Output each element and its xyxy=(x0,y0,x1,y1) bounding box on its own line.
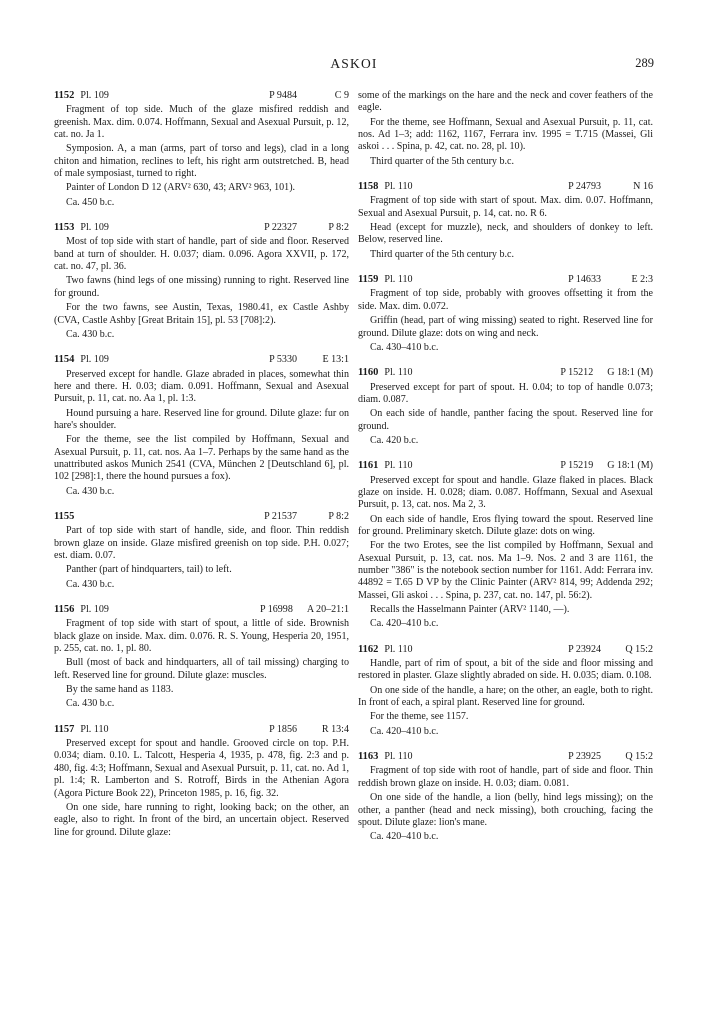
entry-header xyxy=(358,367,653,379)
catalogue-entry xyxy=(54,354,349,498)
catalogue-entry xyxy=(54,90,349,209)
entry-paragraph: Part of top side with start of handle, side, and floor. Thin reddish brown glaze on inside. Glaze misfired greenish on top side. P.H. 0.027; est. diam. 0.07. xyxy=(54,525,349,561)
inventory-number: P 15212 xyxy=(560,367,594,379)
deposit-location: P 8:2 xyxy=(328,222,349,234)
inventory-number: P 23925 xyxy=(568,751,601,763)
entry-paragraph: some of the markings on the hare and the neck and cover feathers of the eagle. xyxy=(358,90,653,114)
plate-reference: Pl. 110 xyxy=(384,460,413,472)
catalogue-entry xyxy=(358,644,653,738)
entry-paragraph: Preserved except for handle. Glaze abraded in places, somewhat thin here and there. H. 0.03; diam. 0.091. Hoffmann, Sexual and Asexual Pursuit, p. 11, cat. no. Aa 1, pl. 1:3. xyxy=(54,368,349,405)
date-line: Ca. 420–410 b.c. xyxy=(370,618,439,630)
catalogue-entry xyxy=(54,604,349,711)
date-line: Ca. 420 b.c. xyxy=(370,434,419,446)
entry-paragraph: Two fawns (hind legs of one missing) running to right. Reserved line for ground. xyxy=(54,275,349,299)
entry-header xyxy=(358,181,653,193)
deposit-location: P 8:2 xyxy=(328,510,349,522)
catalogue-number: 1156 xyxy=(54,604,75,616)
catalogue-entry xyxy=(54,724,349,839)
entry-header xyxy=(358,751,653,763)
plate-reference: Pl. 109 xyxy=(80,604,109,616)
running-title: ASKOI xyxy=(330,56,378,71)
catalogue-number: 1155 xyxy=(54,510,75,522)
catalogue-entry xyxy=(54,511,349,591)
catalogue-number: 1158 xyxy=(358,181,379,193)
continued-entry xyxy=(358,90,653,168)
deposit-location: N 16 xyxy=(633,181,653,193)
inventory-number: P 9484 xyxy=(269,90,297,101)
deposit-location: Q 15:2 xyxy=(625,643,653,655)
plate-reference: Pl. 109 xyxy=(80,222,109,234)
entry-paragraph: For the theme, see 1157. xyxy=(370,711,469,723)
catalogue-entry xyxy=(54,222,349,341)
date-line: Ca. 430 b.c. xyxy=(66,698,115,710)
plate-reference: Pl. 110 xyxy=(384,643,413,655)
date-line: Ca. 430 b.c. xyxy=(66,578,115,590)
deposit-location: R 13:4 xyxy=(321,723,349,735)
date-line: Ca. 430–410 b.c. xyxy=(370,341,439,353)
entry-paragraph: Preserved except for spout and handle. Glaze flaked in places. Black glaze on inside. H. 0.028; diam. 0.087. Hoffmann, Sexual and Asexual Pursuit, p. 13, cat. nos. Ma 2, 3. xyxy=(358,474,653,511)
date-line: Third quarter of the 5th century b.c. xyxy=(370,155,514,167)
plate-reference: Pl. 110 xyxy=(384,181,413,193)
entry-paragraph: Fragment of top side with root of handle, part of side and floor. Thin reddish brown glaze on inside. H. 0.03; diam. 0.081. xyxy=(358,765,653,789)
catalogue-number: 1162 xyxy=(358,643,379,655)
entry-paragraph: Recalls the Hasselmann Painter (ARV² 1140, —). xyxy=(370,604,570,616)
entry-paragraph: For the theme, see Hoffmann, Sexual and Asexual Pursuit, p. 11, cat. nos. Ad 1–3; add: 1162, 1167, Ferrara inv. 1995 = T.715 (Massei, Gli askoi . . . Spina, p. 42, cat. no. 28, pl. 10). xyxy=(358,116,653,153)
date-line: Third quarter of the 5th century b.c. xyxy=(370,248,514,260)
entry-header xyxy=(54,604,349,616)
catalogue-entry xyxy=(358,460,653,630)
entry-paragraph: For the two Erotes, see the list compiled by Hoffmann, Sexual and Asexual Pursuit, p. 13, cat. nos. Ma 1–9. Nos. 2 and 3 are 1161, the number "386" is the notebook section number for 1161. Add: Ferrara inv. 44892 = T.65 D VP by the Clinic Painter (ARV² 814, 99; Addenda 292; Massei, Gli askoi . . . Spina, p. 237, cat. no. 147, pl. 56:2). xyxy=(358,540,653,601)
catalogue-entry xyxy=(358,181,653,261)
catalogue-number: 1153 xyxy=(54,222,75,234)
catalogue-number: 1154 xyxy=(54,354,75,366)
entry-paragraph: On each side of handle, panther facing the spout. Reserved line for ground. xyxy=(358,408,653,432)
right-column xyxy=(358,90,653,857)
entry-paragraph: Hound pursuing a hare. Reserved line for ground. Dilute glaze: fur on hare's shoulder. xyxy=(54,407,349,431)
inventory-number: P 21537 xyxy=(264,510,297,522)
entry-paragraph: Most of top side with start of handle, part of side and floor. Reserved band at turn of shoulder. H. 0.037; diam. 0.096. Agora XXVII, p. 172, cat. no. 47, pl. 36. xyxy=(54,236,349,273)
entry-header xyxy=(54,90,349,102)
entry-paragraph: Handle, part of rim of spout, a bit of the side and floor missing and restored in plaster. Glaze slightly abraded on side. H. 0.035; diam. 0.108. xyxy=(358,658,653,682)
inventory-number: P 1856 xyxy=(269,723,297,735)
date-line: Ca. 430 b.c. xyxy=(66,328,115,340)
entry-paragraph: Fragment of top side with start of spout, a little of side. Brownish black glaze on inside. Max. dim. 0.076. R. S. Young, Hesperia 20, 1951, p. 255, cat. no. 1, pl. 80. xyxy=(54,618,349,655)
entry-paragraph: Preserved except for spout and handle. Grooved circle on top. P.H. 0.034; diam. 0.10. L. Talcott, Hesperia 4, 1935, p. 478, fig. 2:3 and p. 480, fig. 4:3; Hoffmann, Sexual and Asexual Pursuit, p. 11, cat. no. Ad 1, pl. 1:4; R. Lamberton and S. Rotroff, Birds in the Athenian Agora (Agora Picture Book 22), Princeton 1985, p. 16, fig. 32. xyxy=(54,738,349,799)
date-line: Ca. 420–410 b.c. xyxy=(370,831,439,843)
entry-paragraph: By the same hand as 1183. xyxy=(66,684,174,696)
deposit-location: C 9 xyxy=(334,90,349,101)
plate-reference: Pl. 110 xyxy=(384,274,413,286)
entry-paragraph: Fragment of top side, probably with grooves offsetting it from the side. Max. dim. 0.072. xyxy=(358,288,653,312)
entry-header xyxy=(54,354,349,366)
deposit-location: Q 15:2 xyxy=(625,751,653,763)
entry-paragraph: On one side of the handle, a hare; on the other, an eagle, both to right. In front of each, a spiral plant. Reserved line for ground. xyxy=(358,684,653,709)
plate-reference: Pl. 110 xyxy=(80,723,109,735)
inventory-number: P 23924 xyxy=(568,643,601,655)
entry-paragraph: Fragment of top side. Much of the glaze misfired reddish and greenish. Max. dim. 0.074. Hoffmann, Sexual and Asexual Pursuit, p. 12, cat. no. Ja 1. xyxy=(54,104,349,141)
entry-paragraph: Fragment of top side with start of spout. Max. dim. 0.07. Hoffmann, Sexual and Asexual Pursuit, p. 14, cat. no. R 6. xyxy=(358,195,653,219)
inventory-number: P 5330 xyxy=(269,354,297,366)
deposit-location: G 18:1 (M) xyxy=(607,460,653,472)
entry-header xyxy=(54,222,349,234)
plate-reference: Pl. 110 xyxy=(384,751,413,763)
entry-paragraph: Bull (most of back and hindquarters, all of tail missing) charging to left. Reserved line for ground. Dilute glaze: muscles. xyxy=(54,657,349,681)
entry-paragraph: For the theme, see the list compiled by Hoffmann, Sexual and Asexual Pursuit, p. 11, cat. nos. Aa 1–7. Perhaps by the same hand as the unattributed askos Munich 2541 (CVA, München 2 [Deutschland 6], pl. 102 [298]:1, there the hound pursues a fox). xyxy=(54,434,349,483)
inventory-number: P 22327 xyxy=(264,222,297,234)
entry-paragraph: On one side of the handle, a lion (belly, hind legs missing); on the other, a panther (head and neck missing), both crouching, facing the spout. Dilute glaze: lion's mane. xyxy=(358,792,653,828)
catalogue-number: 1163 xyxy=(358,751,379,763)
deposit-location: E 13:1 xyxy=(322,354,349,366)
deposit-location: G 18:1 (M) xyxy=(607,367,653,379)
entry-paragraph: Painter of London D 12 (ARV² 630, 43; ARV² 963, 101). xyxy=(66,182,296,194)
entry-header xyxy=(54,724,349,736)
catalogue-number: 1161 xyxy=(358,460,379,472)
entry-header xyxy=(358,644,653,656)
entry-paragraph: Head (except for muzzle), neck, and shoulders of donkey to left. Below, reserved line. xyxy=(358,222,653,246)
catalogue-entry xyxy=(358,367,653,447)
entry-paragraph: On each side of handle, Eros flying toward the spout. Reserved line for ground. Preliminary sketch. Dilute glaze: dots on wing. xyxy=(358,513,653,537)
entry-header xyxy=(54,511,349,523)
entry-paragraph: Symposion. A, a man (arms, part of torso and legs), clad in a long chiton and himation, reclines to left, his right arm outstretched. B, head of male symposiast, turned to right. xyxy=(54,143,349,180)
catalogue-number: 1157 xyxy=(54,723,75,735)
catalogue-number: 1152 xyxy=(54,90,75,101)
inventory-number: P 14633 xyxy=(568,274,601,286)
catalogue-entry xyxy=(358,274,653,354)
catalogue-entry xyxy=(358,751,653,843)
entry-paragraph: Preserved except for part of spout. H. 0.04; to top of handle 0.073; diam. 0.087. xyxy=(358,381,653,405)
deposit-location: E 2:3 xyxy=(631,274,653,286)
entry-header xyxy=(358,274,653,286)
inventory-number: P 15219 xyxy=(560,460,594,472)
date-line: Ca. 420–410 b.c. xyxy=(370,725,439,737)
entry-paragraph: On one side, hare running to right, looking back; on the other, an eagle, also to right. In front of the bird, an uncertain object. Reserved line for ground. Dilute glaze: xyxy=(54,801,349,838)
entry-header xyxy=(358,460,653,472)
deposit-location: A 20–21:1 xyxy=(306,604,349,616)
entry-paragraph: For the two fawns, see Austin, Texas, 1980.41, ex Castle Ashby (CVA, Castle Ashby [Great Britain 15], pl. 53 [708]:2). xyxy=(54,302,349,326)
left-column xyxy=(54,90,349,852)
inventory-number: P 24793 xyxy=(568,181,601,193)
entry-paragraph: Griffin (head, part of wing missing) seated to right. Reserved line for ground. Dilute glaze: dots on wing and neck. xyxy=(358,315,653,339)
date-line: Ca. 450 b.c. xyxy=(66,196,115,208)
page-number: 289 xyxy=(635,56,654,70)
plate-reference: Pl. 109 xyxy=(80,354,109,366)
plate-reference: Pl. 110 xyxy=(384,367,413,379)
entry-paragraph: Panther (part of hindquarters, tail) to left. xyxy=(66,564,232,576)
date-line: Ca. 430 b.c. xyxy=(66,485,115,497)
catalogue-number: 1159 xyxy=(358,274,379,286)
plate-reference: Pl. 109 xyxy=(80,90,109,101)
inventory-number: P 16998 xyxy=(260,604,293,616)
page-header xyxy=(54,56,654,76)
catalogue-number: 1160 xyxy=(358,367,379,379)
